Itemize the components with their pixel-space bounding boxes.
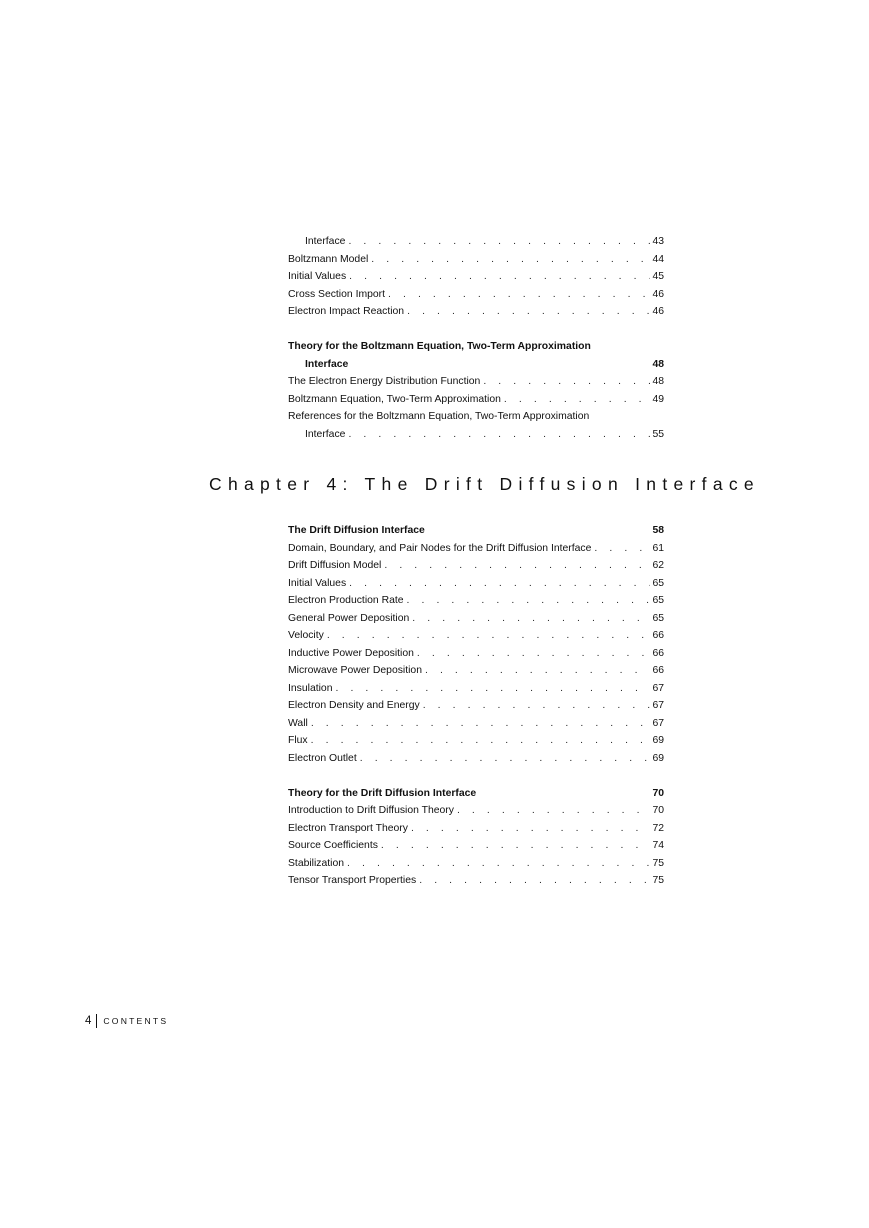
toc-heading-drift-diffusion[interactable]: [288, 522, 664, 540]
toc-entry[interactable]: [288, 540, 664, 558]
toc-entry-title: Electron Impact Reaction: [288, 306, 405, 317]
dot-leader: [416, 872, 650, 890]
toc-entry-page: 67: [652, 682, 664, 694]
toc-entry-page: 67: [652, 700, 664, 711]
toc-entry-title: Wall: [288, 717, 308, 729]
toc-entry-page: 66: [652, 647, 664, 659]
toc-entry-title: Initial Values: [288, 577, 347, 589]
toc-entry-page: 45: [652, 271, 664, 282]
footer-label: CONTENTS: [103, 1016, 169, 1026]
toc-heading-boltzmann-theory[interactable]: [288, 338, 664, 373]
toc-entry-title: Electron Transport Theory: [288, 822, 408, 834]
toc-entry-title: Velocity: [288, 630, 324, 641]
toc-entry[interactable]: [288, 627, 664, 645]
toc-entry-title: Drift Diffusion Model: [288, 560, 382, 571]
toc-entry-title: Flux: [288, 735, 308, 746]
toc-section-boltzmann: [288, 233, 664, 443]
toc-heading-page: 70: [652, 787, 664, 799]
toc-entry-title: Electron Density and Energy: [288, 700, 420, 711]
toc-heading-line1: Theory for the Boltzmann Equation, Two-Term Approximation: [288, 341, 591, 352]
toc-entry-page: 74: [652, 840, 664, 851]
toc-entry[interactable]: [288, 837, 664, 855]
toc-entry[interactable]: [288, 662, 664, 680]
dot-leader: [324, 627, 650, 645]
toc-entry-list: [288, 373, 664, 408]
dot-leader: [345, 426, 650, 444]
page-footer: [85, 1014, 168, 1028]
toc-entry-page: 69: [652, 752, 664, 764]
toc-entry-page: 46: [652, 288, 664, 300]
toc-entry-page: 66: [652, 665, 664, 676]
toc-heading-drift-diffusion-theory[interactable]: [288, 785, 664, 803]
toc-entry[interactable]: [288, 557, 664, 575]
dot-leader: [308, 715, 650, 733]
toc-heading-title: Theory for the Drift Diffusion Interface: [288, 787, 477, 799]
dot-leader: [357, 750, 650, 768]
dot-leader: [501, 391, 650, 409]
toc-entry[interactable]: [288, 268, 664, 286]
dot-leader: [404, 303, 650, 321]
toc-entry-title: Insulation: [288, 682, 333, 694]
toc-entry-title: Source Coefficients: [288, 840, 378, 851]
toc-entry[interactable]: [288, 802, 664, 820]
dot-leader: [454, 802, 650, 820]
toc-heading-page: 48: [652, 358, 664, 370]
toc-entry-title: Boltzmann Equation, Two-Term Approximation: [288, 393, 501, 405]
toc-entry[interactable]: [288, 697, 664, 715]
dot-leader: [591, 540, 650, 558]
dot-leader: [404, 592, 650, 610]
dot-leader: [346, 268, 650, 286]
dot-leader: [414, 645, 650, 663]
toc-entry-title: Domain, Boundary, and Pair Nodes for the Drift Diffusion Interface: [288, 542, 592, 554]
dot-leader: [345, 233, 650, 251]
toc-entry-page: 67: [652, 717, 664, 729]
toc-entry-title: Introduction to Drift Diffusion Theory: [288, 805, 454, 816]
toc-entry-title: Boltzmann Model: [288, 253, 369, 265]
toc-entry[interactable]: [288, 373, 664, 391]
toc-entry-page: 75: [652, 857, 664, 869]
dot-leader: [408, 820, 650, 838]
dot-leader: [308, 732, 650, 750]
toc-entry[interactable]: [288, 820, 664, 838]
toc-entry-page: 75: [652, 875, 664, 886]
toc-entry-title: Electron Outlet: [288, 752, 357, 764]
toc-entry[interactable]: [288, 855, 664, 873]
toc-entry-page: 55: [652, 428, 664, 440]
toc-entry-title: General Power Deposition: [288, 612, 410, 624]
toc-entry-title-cont: Interface: [305, 428, 346, 440]
dot-leader: [422, 662, 650, 680]
toc-heading-line2: Interface: [305, 358, 349, 370]
dot-leader: [420, 697, 650, 715]
toc-entry-title: Inductive Power Deposition: [288, 647, 414, 659]
toc-entry[interactable]: [288, 645, 664, 663]
toc-entry-title: Cross Section Import: [288, 288, 386, 300]
toc-entry-title: Stabilization: [288, 857, 345, 869]
toc-entry-title: References for the Boltzmann Equation, Two-Term Approximation: [288, 411, 590, 422]
toc-entry[interactable]: [288, 303, 664, 321]
toc-entry-title: Electron Production Rate: [288, 595, 404, 606]
dot-leader: [378, 837, 650, 855]
toc-section-drift-diffusion: [288, 522, 664, 890]
dot-leader: [385, 286, 650, 304]
toc-entry-page: 62: [652, 560, 664, 571]
toc-entry[interactable]: [288, 610, 664, 628]
toc-entry-page: 70: [652, 805, 664, 816]
toc-entry-page: 48: [652, 376, 664, 387]
spacer: [288, 321, 664, 339]
toc-entry[interactable]: [288, 732, 664, 750]
toc-entry-title: Tensor Transport Properties: [288, 875, 417, 886]
toc-entry-page: 69: [652, 735, 664, 746]
toc-entry[interactable]: [288, 575, 664, 593]
toc-entry-page: 65: [652, 577, 664, 589]
toc-entry-page: 49: [652, 393, 664, 405]
toc-entry-page: 65: [652, 612, 664, 624]
dot-leader: [344, 855, 650, 873]
toc-entry-page: 65: [652, 595, 664, 606]
toc-entry-list: [288, 540, 664, 768]
toc-entry[interactable]: [288, 391, 664, 409]
footer-divider: [96, 1014, 97, 1028]
toc-entry[interactable]: [288, 680, 664, 698]
toc-entry[interactable]: [288, 592, 664, 610]
toc-entry-list: [288, 802, 664, 890]
toc-entry[interactable]: [288, 251, 664, 269]
dot-leader: [480, 373, 650, 391]
toc-entry-title: Initial Values: [288, 271, 347, 282]
toc-entry[interactable]: [288, 872, 664, 890]
page-number: 4: [85, 1015, 92, 1027]
toc-entry-page: 44: [652, 253, 664, 265]
toc-entry-list: [288, 233, 664, 321]
toc-entry[interactable]: [288, 715, 664, 733]
toc-entry-title: Microwave Power Deposition: [288, 665, 422, 676]
dot-leader: [332, 680, 650, 698]
toc-heading-page: 58: [652, 525, 664, 536]
dot-leader: [381, 557, 650, 575]
toc-entry-references[interactable]: [288, 408, 664, 443]
toc-entry-page: 46: [652, 306, 664, 317]
toc-entry[interactable]: [288, 286, 664, 304]
toc-entry[interactable]: [288, 750, 664, 768]
toc-heading-title: The Drift Diffusion Interface: [288, 525, 425, 536]
toc-entry-title: Interface: [305, 236, 346, 247]
toc-entry-page: 72: [652, 822, 664, 834]
toc-entry-page: 61: [652, 542, 664, 554]
dot-leader: [346, 575, 650, 593]
toc-entry[interactable]: [288, 233, 664, 251]
chapter-title: Chapter 4: The Drift Diffusion Interface: [209, 474, 760, 494]
toc-entry-page: 43: [652, 236, 664, 247]
spacer: [288, 767, 664, 785]
toc-entry-title: The Electron Energy Distribution Function: [288, 376, 481, 387]
dot-leader: [368, 251, 650, 269]
toc-entry-page: 66: [652, 630, 664, 641]
dot-leader: [409, 610, 650, 628]
